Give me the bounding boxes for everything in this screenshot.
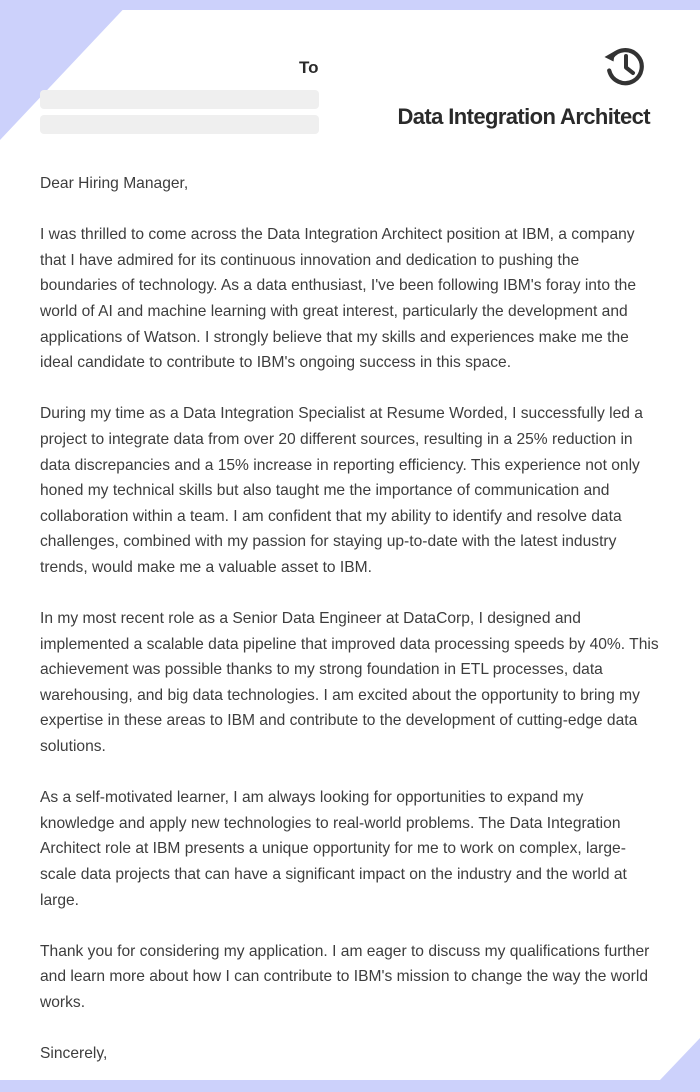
bottom-right-corner-decoration: [660, 1038, 700, 1080]
letter-paragraph: I was thrilled to come across the Data Integration Architect position at IBM, a company that I have admired for its continuous innovation and dedication to pushing the boundaries of technology. As a data enthusiast, I've been following IBM's foray into the world of AI and machine learning with great interest, particularly the development and applications of Watson. I strongly believe that my skills and experiences make me the ideal candidate to contribute to IBM's ongoing success in this space.: [40, 226, 636, 372]
letter-paragraph: In my most recent role as a Senior Data Engineer at DataCorp, I designed and implemented a scalable data pipeline that improved data processing speeds by 40%. This achievement was possible thanks to my strong foundation in ETL processes, data warehousing, and big data technologies. I am excited about the opportunity to bring my expertise in these areas to IBM and contribute to the development of cutting-edge data solutions.: [40, 610, 659, 756]
recipient-label: To: [299, 58, 319, 77]
letter-body: [40, 171, 660, 1092]
history-icon: [602, 42, 648, 88]
recipient-placeholder-line: [40, 115, 319, 134]
closing: Sincerely,: [40, 1045, 108, 1063]
salutation: Dear Hiring Manager,: [40, 175, 189, 192]
recipient-placeholder-line: [40, 90, 319, 109]
letter-paragraph: Thank you for considering my application. I am eager to discuss my qualifications further and learn more about how I can contribute to IBM's mission to change the way the world works.: [40, 942, 650, 1011]
letter-paragraph: As a self-motivated learner, I am always looking for opportunities to expand my knowledge and apply new technologies to real-world problems. The Data Integration Architect role at IBM presents a unique opportunity for me to work on complex, large-scale data projects that can have a significant impact on the industry and the world at large.: [40, 789, 627, 909]
letter-paragraph: During my time as a Data Integration Specialist at Resume Worded, I successfully led a project to integrate data from over 20 different sources, resulting in a 25% reduction in data discrepancies and a 15% increase in reporting efficiency. This experience not only honed my technical skills but also taught me the importance of communication and collaboration within a team. I am confident that my ability to identify and resolve data challenges, combined with my passion for staying up-to-date with the latest industry trends, would make me a valuable asset to IBM.: [40, 405, 643, 576]
job-title: Data Integration Architect: [397, 104, 650, 129]
